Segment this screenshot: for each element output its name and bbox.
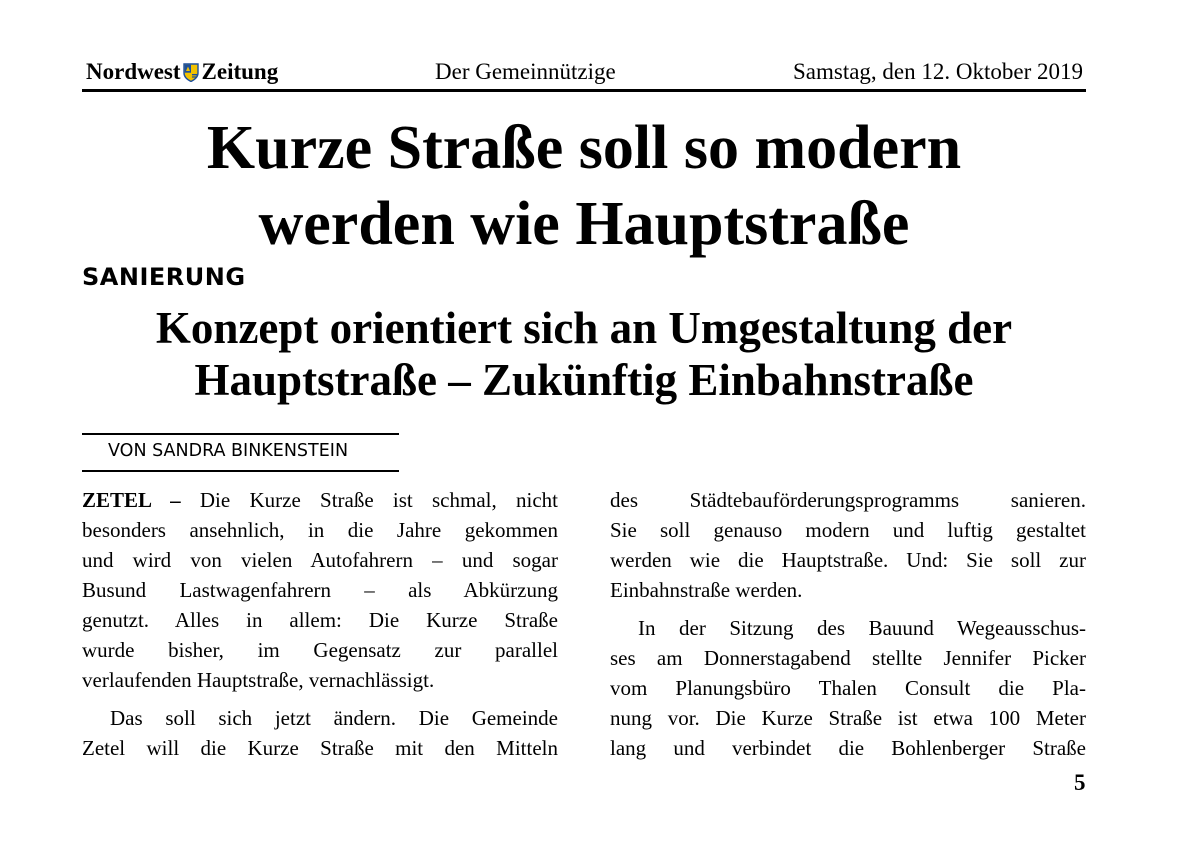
- text-line: vom Planungsbüro Thalen Consult die Pla-: [610, 676, 1086, 700]
- text-line: ZETEL – Die Kurze Straße ist schmal, nicht: [82, 488, 558, 512]
- text-line: wurde bisher, im Gegensatz zur parallel: [82, 638, 558, 662]
- header-divider: [82, 89, 1086, 92]
- paragraph: [82, 485, 558, 695]
- paragraph: [82, 703, 558, 763]
- masthead-word-right: Zeitung: [201, 59, 279, 84]
- subheadline-line-1: Konzept orientiert sich an Umgestaltung der: [155, 303, 1013, 353]
- text-line: werden wie die Hauptstraße. Und: Sie soll zur: [610, 548, 1086, 572]
- text-line: lang und verbindet die Bohlenberger Straße: [610, 736, 1086, 760]
- page-header: [82, 58, 1086, 90]
- publication-name: Der Gemeinnützige: [435, 59, 616, 84]
- masthead-word-left: Nordwest: [86, 59, 181, 84]
- text-line: verlaufenden Hauptstraße, vernachlässigt.: [82, 668, 435, 692]
- text-line: ses am Donnerstagabend stellte Jennifer Picker: [610, 646, 1086, 670]
- byline-rule-top: [82, 433, 399, 435]
- text-line: Einbahnstraße werden.: [610, 578, 803, 602]
- subheadline: [82, 302, 1086, 406]
- section-kicker: SANIERUNG: [82, 263, 246, 291]
- text-line: besonders ansehnlich, in die Jahre gekommen: [82, 518, 558, 542]
- paragraph: [610, 485, 1086, 605]
- text-line: Sie soll genauso modern und luftig gestaltet: [610, 518, 1086, 542]
- text-line: Das soll sich jetzt ändern. Die Gemeinde: [110, 706, 558, 730]
- byline-rule-bottom: [82, 470, 399, 472]
- text-line: nung vor. Die Kurze Straße ist etwa 100 Meter: [610, 706, 1086, 730]
- article-column-left: [82, 485, 558, 763]
- byline: VON SANDRA BINKENSTEIN: [108, 441, 349, 461]
- paragraph: [610, 613, 1086, 763]
- text-line: genutzt. Alles in allem: Die Kurze Straße: [82, 608, 558, 632]
- issue-date: Samstag, den 12. Oktober 2019: [792, 59, 1083, 84]
- text-line: Zetel will die Kurze Straße mit den Mitteln: [82, 736, 558, 760]
- dateline: ZETEL –: [82, 488, 181, 512]
- coat-of-arms-icon: [183, 63, 199, 82]
- masthead-logo: [86, 58, 278, 86]
- text-line: und wird von vielen Autofahrern – und sogar: [82, 548, 558, 572]
- text-line: Busund Lastwagenfahrern – als Abkürzung: [82, 578, 558, 602]
- article-column-right: [610, 485, 1086, 763]
- text-line: In der Sitzung des Bauund Wegeausschus-: [638, 616, 1086, 640]
- page-number: 5: [1074, 770, 1086, 795]
- headline: [82, 110, 1086, 262]
- text-line: des Städtebauförderungsprogramms sanieren.: [610, 488, 1086, 512]
- headline-line-1: Kurze Straße soll so modern: [206, 114, 962, 182]
- headline-line-2: werden wie Hauptstraße: [258, 190, 910, 258]
- subheadline-line-2: Hauptstraße – Zukünftig Einbahnstraße: [194, 355, 974, 405]
